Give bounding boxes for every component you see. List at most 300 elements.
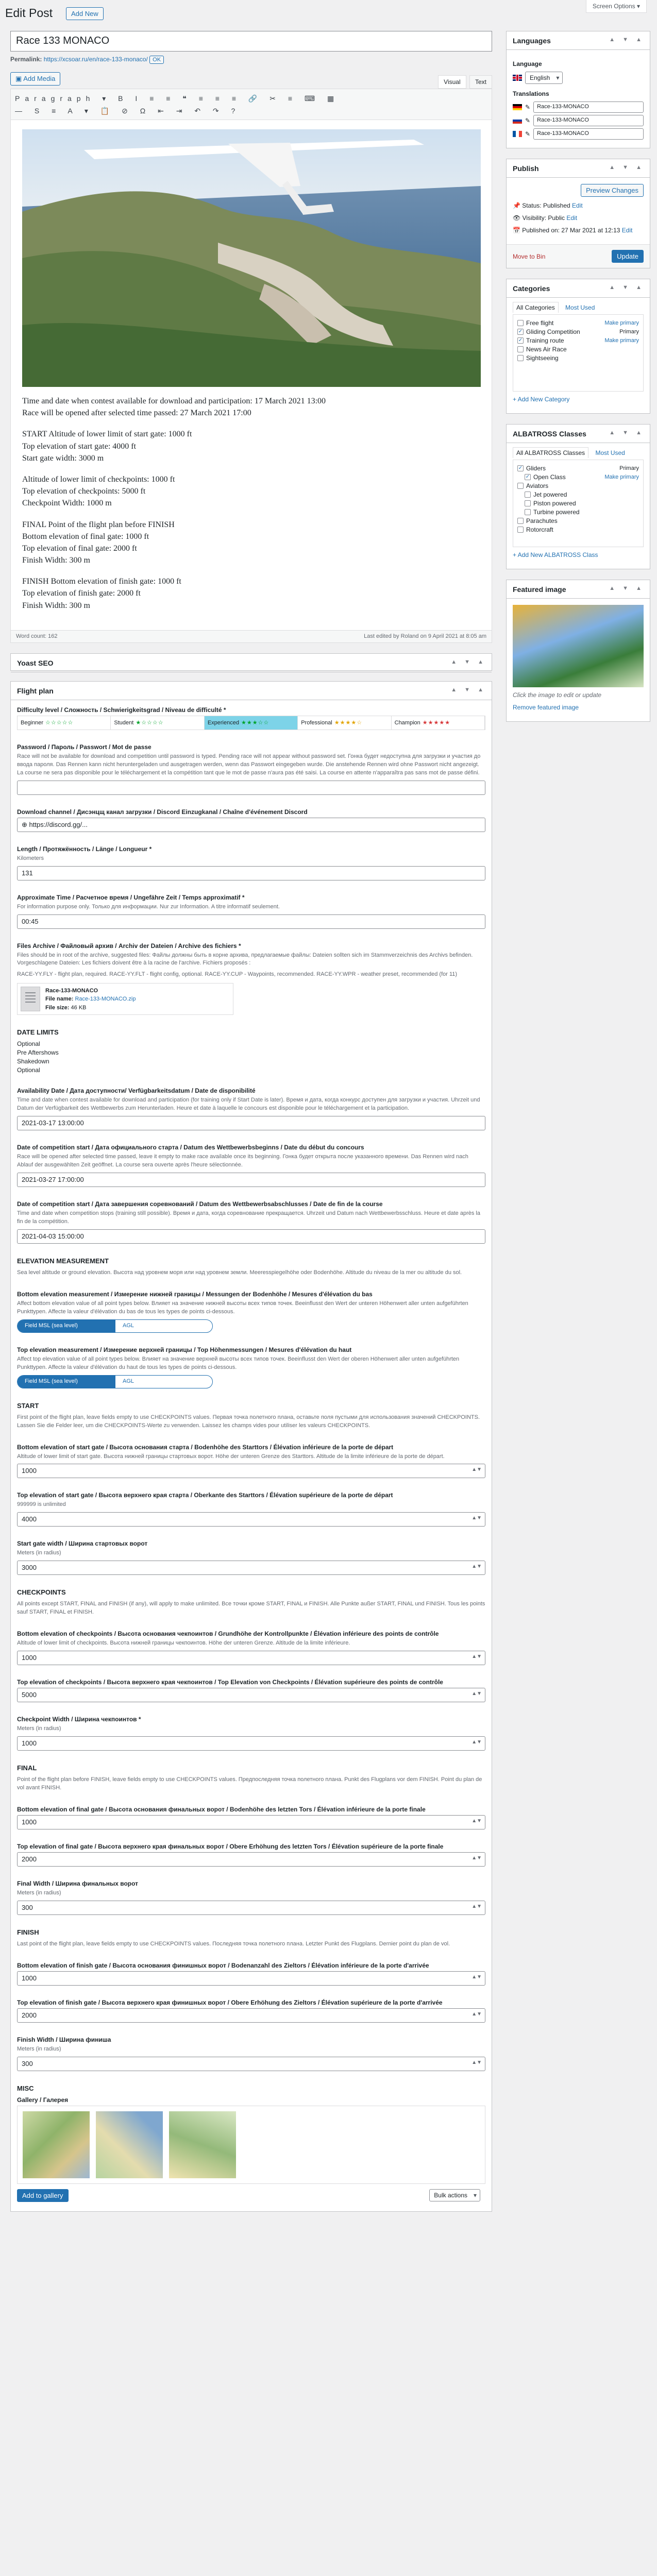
- end-date-label: Date of competition start / Дата завершения соревнований / Datum des Wettbewerbsabschlusses / Date de fin de la course: [17, 1200, 383, 1208]
- category-label: Free flight: [526, 319, 554, 327]
- time-field: [17, 894, 485, 929]
- flight-plan-body: [11, 700, 492, 2211]
- gallery-thumb-map[interactable]: [23, 2111, 90, 2178]
- start-top-field: [17, 1492, 485, 1527]
- length-desc: Kilometers: [17, 855, 44, 861]
- star-icon: ★☆☆☆☆: [136, 719, 164, 726]
- language-select[interactable]: English ▾: [525, 72, 563, 84]
- checkbox-icon[interactable]: [525, 509, 531, 515]
- level-label: Student: [114, 719, 134, 726]
- level-label: Champion: [394, 719, 420, 726]
- start-width-field: [17, 1540, 485, 1575]
- top-bar: [0, 0, 657, 21]
- editor-content[interactable]: [11, 120, 492, 630]
- move-to-bin-link[interactable]: Move to Bin: [513, 252, 546, 260]
- class-item[interactable]: [517, 482, 639, 489]
- checkbox-icon[interactable]: [517, 518, 524, 524]
- password-input[interactable]: [17, 781, 485, 795]
- box-arrows-icon[interactable]: ▲ ▼ ▲: [451, 658, 486, 665]
- final-section: [17, 1764, 485, 1792]
- download-channel-value: https://discord.gg/...: [29, 820, 88, 828]
- preview-changes-button[interactable]: Preview Changes: [581, 184, 644, 197]
- status-row: [513, 201, 644, 210]
- spinner-icon[interactable]: ▲▼: [471, 1564, 482, 1570]
- star-icon: ★★★★★: [422, 719, 451, 726]
- final-heading: FINAL: [17, 1764, 37, 1772]
- final-line-3: Top elevation of final gate: 2000 ft: [22, 544, 137, 553]
- bottom-elevation-toggle[interactable]: [17, 1319, 213, 1333]
- category-label: Sightseeing: [526, 354, 559, 362]
- spinner-icon[interactable]: ▲▼: [471, 1467, 482, 1473]
- cp-top-value: 5000: [22, 1691, 37, 1699]
- finish-desc: Last point of the flight plan, leave fields empty to use CHECKPOINTS values. Последняя точка полетного плана. Letzter Punkt des Flugplans. Dernier point du plan de vol.: [17, 1940, 450, 1947]
- finish-bottom-label: Bottom elevation of finish gate / Высота основания финишных ворот / Bodenanzahl des Zieltors / Élévation inférieure de la porte d'arrivée: [17, 1961, 429, 1969]
- download-channel-input[interactable]: [17, 818, 485, 832]
- class-item[interactable]: [517, 517, 639, 524]
- checkbox-icon[interactable]: [517, 527, 524, 533]
- globe-icon: ⊕: [22, 820, 29, 828]
- tab-most-used[interactable]: Most Used: [595, 449, 625, 456]
- visibility-edit-link[interactable]: Edit: [566, 214, 578, 222]
- class-label: Parachutes: [526, 517, 558, 524]
- published-edit-link[interactable]: Edit: [621, 227, 633, 234]
- spinner-icon[interactable]: ▲▼: [471, 1515, 482, 1521]
- cp-bottom-desc: Altitude of lower limit of checkpoints. Высота нижней границы чекпоинтов. Höhe der unteren Grenze. Altitude de la limite inférieure.: [17, 1640, 350, 1647]
- sidebar: [506, 31, 650, 732]
- availability-label: Availability Date / Дата доступности/ Verfügbarkeitsdatum / Date de disponibilité: [17, 1087, 256, 1095]
- class-item[interactable]: [517, 465, 639, 472]
- category-item[interactable]: [517, 354, 639, 362]
- checkbox-icon[interactable]: ✓: [518, 337, 523, 343]
- class-label: Gliders: [526, 465, 546, 472]
- files-list: RACE-YY.FLY - flight plan, required. RACE-YY.FLT - flight config, optional. RACE-YY.CUP - Waypoints, recommended. RACE-YY.WPR - weather preset, recommended (for 11): [17, 971, 458, 978]
- top-elevation-label: Top elevation measurement / Измерение верхней границы / Top Höhenmessungen / Mesures d'élévation du haut: [17, 1346, 352, 1353]
- category-item[interactable]: [517, 346, 639, 353]
- start-desc: First point of the flight plan, leave fields empty to use CHECKPOINTS values. Первая точка полетного плана, оставьте поля пустыми для использования значений CHECKPOINTS. Lassen Sie die Felder leer, um die CHECKPOINTS-Werte zu verwenden. Laissez les champs vides pour utiliser les valeurs CHECKPOINTS.: [17, 1414, 480, 1429]
- status-edit-link[interactable]: Edit: [572, 202, 583, 209]
- add-to-gallery-button[interactable]: Add to gallery: [17, 2189, 69, 2202]
- file-name-label: File name:: [45, 996, 74, 1003]
- start-bottom-field: [17, 1444, 485, 1479]
- finish-width-value: 300: [22, 2059, 33, 2067]
- toggle-agl[interactable]: AGL: [123, 1378, 134, 1384]
- post-title-input[interactable]: Race 133 MONACO: [10, 31, 492, 52]
- finish-bottom-field: [17, 1962, 485, 1986]
- tab-all-classes[interactable]: All ALBATROSS Classes: [513, 447, 588, 458]
- end-date-field: [17, 1200, 485, 1244]
- file-size-label: File size:: [45, 1004, 70, 1011]
- date-option[interactable]: Optional: [17, 1040, 40, 1048]
- featured-image-body: [507, 599, 650, 721]
- time-desc: For information purpose only. Только для информации. Nur zur Information. A titre informatif seulement.: [17, 903, 280, 910]
- class-item[interactable]: [517, 526, 639, 533]
- finish-width-desc: Meters (in radius): [17, 2045, 61, 2052]
- category-item[interactable]: [517, 319, 639, 327]
- availability-input[interactable]: 2021-03-17 13:00:00: [17, 1116, 485, 1130]
- time-input[interactable]: 00:45: [17, 914, 485, 929]
- time-label: Approximate Time / Расчетное время / Ungefähre Zeit / Temps approximatif *: [17, 893, 245, 901]
- checkbox-icon[interactable]: [517, 346, 524, 352]
- gallery-field: [17, 2096, 485, 2202]
- pin-icon: 📌: [513, 202, 523, 209]
- gallery-thumb-map[interactable]: [169, 2111, 236, 2178]
- flight-plan-box: [10, 681, 492, 2212]
- start-line-2: Top elevation of start gate: 4000 ft: [22, 442, 137, 451]
- final-top-input[interactable]: [17, 1852, 485, 1867]
- end-date-input[interactable]: 2021-04-03 15:00:00: [17, 1229, 485, 1244]
- translation-input[interactable]: Race-133-MONACO: [533, 115, 644, 126]
- start-width-label: Start gate width / Ширина стартовых ворот: [17, 1540, 148, 1548]
- finish-line-2: Top elevation of finish gate: 2000 ft: [22, 589, 141, 598]
- spinner-icon[interactable]: ▲▼: [471, 1691, 482, 1697]
- difficulty-beginner[interactable]: [18, 716, 111, 730]
- final-bottom-field: [17, 1806, 485, 1829]
- start-heading: START: [17, 1401, 39, 1410]
- publish-box: [506, 159, 650, 268]
- hero-image-glider-over-monaco: [22, 129, 481, 387]
- main-column: [10, 31, 492, 2212]
- page-title: Edit Post: [5, 6, 53, 20]
- files-field: [17, 942, 485, 1015]
- spinner-icon[interactable]: ▲▼: [471, 2011, 482, 2017]
- start-top-input[interactable]: [17, 1512, 485, 1527]
- checkbox-icon[interactable]: [517, 355, 524, 361]
- primary-label: Primary: [619, 465, 639, 471]
- spinner-icon[interactable]: ▲▼: [471, 1974, 482, 1980]
- media-icon: ▣: [15, 75, 24, 82]
- date-limits-field: [17, 1028, 485, 1074]
- bulk-actions-select[interactable]: Bulk actions ▾: [429, 2189, 480, 2201]
- categories-tabs: [513, 304, 644, 311]
- update-button[interactable]: Update: [612, 250, 644, 263]
- difficulty-student[interactable]: [111, 716, 204, 730]
- start-top-label: Top elevation of start gate / Высота верхнего края старта / Oberkante des Starttors / Élévation supérieure de la porte de départ: [17, 1492, 393, 1499]
- files-desc: Files should be in root of the archive, suggested files: Файлы должны быть в корне архива, предлагаемые файлы: Dateien sollten sich im Stammverzeichnis des Archivs befinden. Vorgeschlagene Dateien: Les fichiers doivent être à la racine de l'archive. Fichiers proposés :: [17, 952, 473, 967]
- finish-bottom-value: 1000: [22, 1974, 37, 1982]
- published-row: [513, 226, 644, 235]
- top-elevation-desc: Affect top elevation value of all point types below. Влияет на значение верхней высоты всех типов точек. Beeinflusst den Wert der oberen Höhenwert aller unten aufgeführten Punkttypen. Affecte la valeur d'élévation du haut de tous les types de points ci-dessous.: [17, 1355, 460, 1370]
- editor-toolbar[interactable]: [11, 89, 492, 120]
- final-line-1: FINAL Point of the flight plan before FINISH: [22, 520, 175, 529]
- toggle-msl[interactable]: Field MSL (sea level): [18, 1320, 115, 1332]
- checkbox-icon[interactable]: ✓: [525, 474, 530, 480]
- level-label: Experienced: [207, 719, 239, 726]
- class-label: Open Class: [533, 473, 566, 481]
- availability-desc: Time and date when contest available for download and participation (for training only if Start Date is later). Время и дата, когда конкурс доступен для загрузки и участия. Uhrzeit und Datum der Verfügbarkeit des Wettbewerbs zum Herunterladen. Heure et date à laquelle le concours est disponible pour le téléchargement et la participation.: [17, 1097, 480, 1112]
- featured-image-header[interactable]: [507, 580, 650, 599]
- cp-top-input[interactable]: [17, 1688, 485, 1702]
- length-input[interactable]: 131: [17, 866, 485, 880]
- yoast-seo-title: Yoast SEO: [17, 658, 54, 667]
- category-item[interactable]: [517, 328, 639, 335]
- add-new-class-link[interactable]: + Add New ALBATROSS Class: [513, 551, 598, 558]
- elevation-desc: Sea level altitude or ground elevation. Высота над уровнем моря или над уровнем земли. Meeresspiegelhöhe oder Bodenhöhe. Altitude du niveau de la mer ou altitude du sol.: [17, 1269, 462, 1276]
- spinner-icon[interactable]: ▲▼: [471, 1818, 482, 1824]
- finish-top-field: [17, 1999, 485, 2023]
- class-label: Piston powered: [533, 500, 576, 507]
- visibility-row: [513, 213, 644, 223]
- class-item[interactable]: [517, 509, 639, 516]
- tab-text[interactable]: Text: [469, 75, 492, 89]
- cp-bottom-input[interactable]: [17, 1651, 485, 1665]
- difficulty-champion[interactable]: [392, 716, 485, 730]
- category-item[interactable]: [517, 337, 639, 344]
- yoast-seo-box[interactable]: [10, 653, 492, 671]
- final-line-2: Bottom elevation of final gate: 1000 ft: [22, 532, 149, 541]
- toolbar-row-2[interactable]: — S ≡ A ▾ 📋 ⊘ Ω ⇤ ⇥ ↶ ↷ ?: [15, 107, 241, 115]
- toggle-agl[interactable]: AGL: [123, 1322, 134, 1329]
- start-width-input[interactable]: [17, 1561, 485, 1575]
- difficulty-field: [17, 706, 485, 730]
- editor-status-bar: [11, 630, 492, 642]
- gallery-thumb-map[interactable]: [96, 2111, 163, 2178]
- final-bottom-input[interactable]: [17, 1815, 485, 1829]
- class-label: Aviators: [526, 482, 549, 489]
- category-label: Gliding Competition: [526, 328, 580, 335]
- class-label: Rotorcraft: [526, 526, 553, 533]
- file-name-link[interactable]: Race-133-MONACO.zip: [75, 996, 136, 1003]
- start-top-desc: 999999 is unlimited: [17, 1501, 66, 1508]
- class-item[interactable]: [517, 473, 639, 481]
- permalink-ok-button[interactable]: OK: [149, 56, 164, 64]
- file-title: Race-133-MONACO: [45, 987, 98, 994]
- start-width-desc: Meters (in radius): [17, 1550, 61, 1556]
- spinner-icon[interactable]: ▲▼: [471, 1903, 482, 1909]
- finish-heading: FINISH: [17, 1928, 39, 1936]
- final-width-input[interactable]: [17, 1901, 485, 1915]
- paragraph-final: [22, 519, 480, 567]
- categories-body: [507, 298, 650, 413]
- paragraph-start: [22, 428, 480, 464]
- checkbox-icon[interactable]: [517, 320, 524, 326]
- add-new-button[interactable]: Add New: [66, 7, 104, 20]
- word-count: Word count: 162: [16, 633, 58, 639]
- class-label: Jet powered: [533, 491, 567, 498]
- final-width-value: 300: [22, 1903, 33, 1911]
- box-arrows-icon[interactable]: ▲ ▼ ▲: [609, 164, 645, 171]
- cp-bottom-value: 1000: [22, 1654, 37, 1662]
- level-label: Professional: [301, 719, 332, 726]
- finish-line-1: FINISH Bottom elevation of finish gate: 1000 ft: [22, 577, 181, 586]
- featured-image-title: Featured image: [513, 585, 566, 594]
- publish-title: Publish: [513, 164, 539, 173]
- edit-pencil-icon[interactable]: ✎: [525, 104, 531, 111]
- tab-visual[interactable]: Visual: [438, 75, 466, 89]
- languages-header[interactable]: [507, 31, 650, 50]
- finish-top-label: Top elevation of finish gate / Высота верхнего края финишных ворот / Obere Erhöhung des Zieltors / Élévation supérieure de la porte d'arrivée: [17, 1998, 443, 2006]
- categories-box: [506, 279, 650, 414]
- permalink-label: Permalink:: [10, 56, 42, 63]
- class-item[interactable]: [517, 500, 639, 507]
- cp-bottom-label: Bottom elevation of checkpoints / Высота основания чекпоинтов / Grundhöhe der Kontrollpunkte / Élévation inférieure des points de contrôle: [17, 1630, 439, 1638]
- final-bottom-label: Bottom elevation of final gate / Высота основания финальных ворот / Bodenhöhe des letzten Tors / Élévation inférieure de la porte finale: [17, 1805, 426, 1813]
- tab-all-categories[interactable]: All Categories: [513, 302, 559, 313]
- final-width-label: Final Width / Ширина финальных ворот: [17, 1879, 139, 1887]
- status-text: Status: Published: [522, 202, 570, 209]
- albatross-tabs: [513, 449, 644, 456]
- eye-icon: 👁: [513, 214, 523, 222]
- albatross-classes-box: [506, 424, 650, 569]
- edit-pencil-icon[interactable]: ✎: [525, 130, 531, 138]
- permalink-link[interactable]: https://xcsoar.ru/en/race-133-monaco/: [43, 56, 148, 63]
- box-arrows-icon[interactable]: ▲ ▼ ▲: [609, 37, 645, 43]
- make-primary-link[interactable]: Make primary: [604, 337, 639, 344]
- star-icon: ☆☆☆☆☆: [45, 719, 74, 726]
- start-line-1: START Altitude of lower limit of start gate: 1000 ft: [22, 430, 192, 439]
- paragraph-1: [22, 395, 480, 419]
- start-line-3: Start gate width: 3000 m: [22, 453, 104, 463]
- toggle-msl[interactable]: Field MSL (sea level): [18, 1376, 115, 1388]
- box-arrows-icon[interactable]: ▲ ▼ ▲: [609, 585, 645, 591]
- german-flag-icon: [513, 104, 522, 110]
- gallery: [17, 2106, 485, 2184]
- screen-options-button[interactable]: Screen Options ▾: [586, 0, 647, 13]
- date-limits-heading: DATE LIMITS: [17, 1028, 59, 1037]
- edit-pencil-icon[interactable]: ✎: [525, 117, 531, 124]
- file-size-value: 46 KB: [71, 1004, 87, 1011]
- misc-heading: MISC: [17, 2084, 34, 2092]
- featured-image-thumbnail[interactable]: [513, 605, 644, 687]
- elevation-heading: ELEVATION MEASUREMENT: [17, 1257, 109, 1265]
- cp-bottom-field: [17, 1630, 485, 1665]
- publish-header[interactable]: [507, 159, 650, 178]
- primary-label: Primary: [619, 329, 639, 335]
- date-option[interactable]: Shakedown: [17, 1058, 49, 1065]
- top-elevation-field: [17, 1346, 485, 1388]
- box-arrows-icon[interactable]: ▲ ▼ ▲: [451, 686, 486, 693]
- official-start-field: [17, 1144, 485, 1187]
- finish-width-input[interactable]: [17, 2057, 485, 2071]
- final-width-field: [17, 1880, 485, 1915]
- featured-image-box: [506, 580, 650, 722]
- categories-header[interactable]: [507, 279, 650, 298]
- date-option[interactable]: Optional: [17, 1066, 40, 1074]
- category-list: [513, 314, 644, 392]
- publish-body: [507, 178, 650, 244]
- translation-fr: [513, 128, 644, 140]
- end-date-desc: Time and date when competition stops (training still possible). Время и дата, когда соревнование прекращается. Uhrzeit und Datum nach Wettbewerbsschluss. Heure et date après la fin de la compétition.: [17, 1210, 480, 1225]
- start-width-value: 3000: [22, 1564, 37, 1572]
- make-primary-link[interactable]: Make primary: [604, 474, 639, 480]
- checkpoints-desc: All points except START, FINAL and FINISH (if any), will apply to make unlimited. Все точки кроме START, FINAL и FINISH. Alle Punkte außer START, FINAL und FINISH. Tous les points sauf START, FINAL et FINISH.: [17, 1601, 485, 1616]
- french-flag-icon: [513, 131, 522, 137]
- final-top-label: Top elevation of final gate / Высота верхнего края финальных ворот / Obere Erhöhung des letzten Tors / Élévation supérieure de la porte finale: [17, 1842, 444, 1850]
- start-section: [17, 1402, 485, 1430]
- editor-box: [10, 89, 492, 643]
- length-field: [17, 845, 485, 880]
- language-select-row: [513, 72, 644, 84]
- finish-width-field: [17, 2036, 485, 2071]
- official-start-label: Date of competition start / Дата официального старта / Datum des Wettbewerbsbeginns / Date du début du concours: [17, 1144, 364, 1151]
- add-new-category-link[interactable]: + Add New Category: [513, 396, 570, 403]
- cp-line-3: Checkpoint Width: 1000 m: [22, 499, 112, 508]
- file-card[interactable]: [17, 983, 233, 1015]
- official-start-input[interactable]: 2021-03-27 17:00:00: [17, 1173, 485, 1187]
- add-media-label: Add Media: [23, 75, 56, 82]
- checkbox-icon[interactable]: [525, 492, 531, 498]
- cp-line-2: Top elevation of checkpoints: 5000 ft: [22, 487, 146, 496]
- box-arrows-icon[interactable]: ▲ ▼ ▲: [609, 284, 645, 291]
- star-icon: ★★★☆☆: [241, 719, 269, 726]
- checkbox-icon[interactable]: ✓: [518, 329, 523, 334]
- remove-featured-image-link[interactable]: Remove featured image: [513, 704, 579, 711]
- class-list: [513, 460, 644, 547]
- box-arrows-icon[interactable]: ▲ ▼ ▲: [609, 430, 645, 436]
- difficulty-professional[interactable]: [298, 716, 391, 730]
- class-item[interactable]: [517, 491, 639, 498]
- spinner-icon[interactable]: ▲▼: [471, 1654, 482, 1660]
- albatross-header[interactable]: [507, 425, 650, 443]
- cp-width-input[interactable]: [17, 1736, 485, 1751]
- start-bottom-input[interactable]: [17, 1464, 485, 1478]
- spinner-icon[interactable]: ▲▼: [471, 1739, 482, 1745]
- difficulty-label: Difficulty level / Сложность / Schwierigkeitsgrad / Niveau de difficulté *: [17, 706, 226, 714]
- spinner-icon[interactable]: ▲▼: [471, 1855, 482, 1861]
- date-option[interactable]: Pre Aftershows: [17, 1049, 59, 1057]
- top-elevation-toggle[interactable]: [17, 1375, 213, 1388]
- finish-top-value: 2000: [22, 2011, 37, 2019]
- checkpoints-heading: CHECKPOINTS: [17, 1588, 66, 1597]
- flight-plan-header[interactable]: [11, 682, 492, 700]
- download-channel-label: Download channel / Дисэнцщ канал загрузки / Discord Einzugkanal / Chaîne d'événement Discord: [17, 808, 308, 816]
- flight-plan-title: Flight plan: [17, 686, 54, 695]
- availability-date-field: [17, 1087, 485, 1130]
- calendar-icon: 📅: [513, 227, 523, 234]
- editor-tabs: [10, 72, 492, 89]
- cp-width-value: 1000: [22, 1739, 37, 1748]
- checkbox-icon[interactable]: [517, 483, 524, 489]
- start-bottom-desc: Altitude of lower limit of start gate. Высота нижней границы стартовых ворот. Höhe der unteren Grenze des Starttors. Altitude de la limite inférieure de la porte de départ.: [17, 1453, 445, 1460]
- start-bottom-value: 1000: [22, 1467, 37, 1475]
- language-label: Language: [513, 60, 542, 67]
- languages-body: [507, 50, 650, 148]
- misc-section: [17, 2084, 485, 2092]
- translation-input[interactable]: Race-133-MONACO: [533, 128, 644, 140]
- toolbar-row-1[interactable]: Paragraph ▾ B I ≡ ≡ ❝ ≡ ≡ ≡ 🔗 ✂ ≡ ⌨ ▦: [15, 94, 340, 103]
- checkbox-icon[interactable]: ✓: [518, 465, 523, 471]
- final-top-value: 2000: [22, 1855, 37, 1863]
- featured-image-hint: Click the image to edit or update: [513, 691, 602, 699]
- final-desc: Point of the flight plan before FINISH, leave fields empty to use CHECKPOINTS values. Предпоследняя точка полетного плана. Punkt des Flugplans vor dem FINISH. Point du plan de vol avant FINISH.: [17, 1776, 482, 1791]
- download-channel-field: [17, 808, 485, 832]
- difficulty-experienced[interactable]: [205, 716, 298, 730]
- translation-input[interactable]: Race-133-MONACO: [533, 101, 644, 113]
- paragraph-1-line-2: Race will be opened after selected time passed: 27 March 2021 17:00: [22, 409, 251, 418]
- final-width-desc: Meters (in radius): [17, 1889, 61, 1896]
- final-bottom-value: 1000: [22, 1818, 37, 1826]
- bottom-elevation-field: [17, 1291, 485, 1333]
- start-top-value: 4000: [22, 1515, 37, 1523]
- checkbox-icon[interactable]: [525, 500, 531, 506]
- tab-most-used[interactable]: Most Used: [565, 304, 595, 311]
- bottom-elevation-desc: Affect bottom elevation value of all point types below. Влияет на значение нижней высоты всех типов точек. Beeinflusst den Wert der unteren Höhenwert aller unten aufgeführten Punkttypen. Affecte la valeur d'élévation du bas de tous les types de points ci-dessous.: [17, 1300, 468, 1315]
- make-primary-link[interactable]: Make primary: [604, 320, 639, 326]
- final-line-4: Finish Width: 300 m: [22, 556, 90, 565]
- paragraph-finish: [22, 575, 480, 612]
- level-label: Beginner: [21, 719, 44, 726]
- languages-title: Languages: [513, 37, 551, 45]
- yoast-seo-header[interactable]: [11, 654, 492, 672]
- translation-de: [513, 101, 644, 113]
- spinner-icon[interactable]: ▲▼: [471, 2059, 482, 2065]
- gallery-footer: [17, 2189, 485, 2202]
- finish-bottom-input[interactable]: [17, 1971, 485, 1986]
- cp-top-field: [17, 1679, 485, 1702]
- cp-width-field: [17, 1716, 485, 1751]
- visibility-text: Visibility: Public: [522, 214, 565, 222]
- add-media-button[interactable]: [10, 72, 60, 86]
- finish-top-input[interactable]: [17, 2008, 485, 2023]
